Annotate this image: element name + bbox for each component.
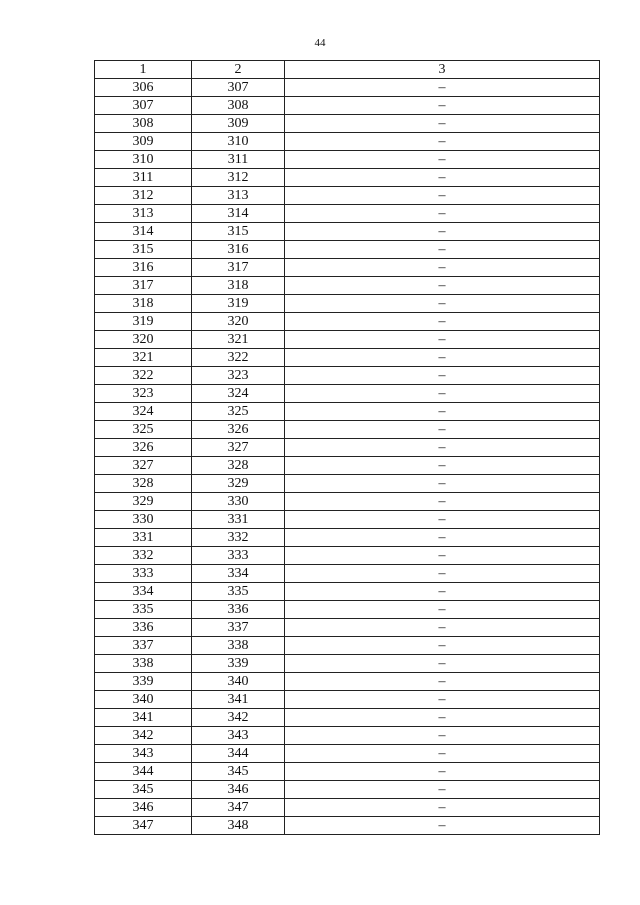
table-cell-col-1: 323 bbox=[95, 385, 192, 403]
table-cell-col-2: 324 bbox=[192, 385, 285, 403]
table-cell-col-1: 316 bbox=[95, 259, 192, 277]
table-cell-col-3: – bbox=[285, 367, 600, 385]
table-cell-col-3: – bbox=[285, 493, 600, 511]
table-cell-col-2: 318 bbox=[192, 277, 285, 295]
table-row bbox=[95, 475, 600, 493]
table-cell-col-2: 312 bbox=[192, 169, 285, 187]
table-cell-col-3: – bbox=[285, 457, 600, 475]
table-cell-col-1: 327 bbox=[95, 457, 192, 475]
table-row bbox=[95, 367, 600, 385]
table-cell-col-1: 326 bbox=[95, 439, 192, 457]
table-row bbox=[95, 115, 600, 133]
table-cell-col-3: – bbox=[285, 799, 600, 817]
table-row bbox=[95, 709, 600, 727]
table-cell-col-1: 319 bbox=[95, 313, 192, 331]
table-cell-col-3: – bbox=[285, 97, 600, 115]
table-cell-col-2: 327 bbox=[192, 439, 285, 457]
table-cell-col-3: – bbox=[285, 529, 600, 547]
table-cell-col-2: 320 bbox=[192, 313, 285, 331]
table-cell-col-3: – bbox=[285, 295, 600, 313]
table-cell-col-1: 337 bbox=[95, 637, 192, 655]
column-header-1: 1 bbox=[95, 61, 192, 79]
table-cell-col-2: 343 bbox=[192, 727, 285, 745]
table-cell-col-2: 307 bbox=[192, 79, 285, 97]
table-row bbox=[95, 529, 600, 547]
column-header-3: 3 bbox=[285, 61, 600, 79]
table-cell-col-1: 324 bbox=[95, 403, 192, 421]
table-cell-col-2: 337 bbox=[192, 619, 285, 637]
table-row bbox=[95, 781, 600, 799]
table-row bbox=[95, 403, 600, 421]
table-cell-col-3: – bbox=[285, 673, 600, 691]
table-cell-col-1: 315 bbox=[95, 241, 192, 259]
table-cell-col-1: 341 bbox=[95, 709, 192, 727]
table-cell-col-3: – bbox=[285, 691, 600, 709]
table-cell-col-3: – bbox=[285, 241, 600, 259]
table-cell-col-2: 311 bbox=[192, 151, 285, 169]
table-cell-col-3: – bbox=[285, 727, 600, 745]
table-cell-col-1: 310 bbox=[95, 151, 192, 169]
table-row bbox=[95, 799, 600, 817]
table-cell-col-3: – bbox=[285, 511, 600, 529]
table-cell-col-1: 342 bbox=[95, 727, 192, 745]
table-cell-col-3: – bbox=[285, 547, 600, 565]
table-cell-col-2: 321 bbox=[192, 331, 285, 349]
data-table bbox=[94, 60, 600, 835]
table-cell-col-1: 345 bbox=[95, 781, 192, 799]
table-cell-col-2: 332 bbox=[192, 529, 285, 547]
table-cell-col-3: – bbox=[285, 403, 600, 421]
table-cell-col-2: 313 bbox=[192, 187, 285, 205]
table-row bbox=[95, 295, 600, 313]
table-row bbox=[95, 187, 600, 205]
table-row bbox=[95, 421, 600, 439]
table-cell-col-1: 343 bbox=[95, 745, 192, 763]
table-cell-col-1: 318 bbox=[95, 295, 192, 313]
table-cell-col-3: – bbox=[285, 745, 600, 763]
table-row bbox=[95, 331, 600, 349]
table-cell-col-2: 347 bbox=[192, 799, 285, 817]
table-row bbox=[95, 241, 600, 259]
table-cell-col-1: 336 bbox=[95, 619, 192, 637]
table-cell-col-1: 313 bbox=[95, 205, 192, 223]
table-cell-col-1: 329 bbox=[95, 493, 192, 511]
table-cell-col-3: – bbox=[285, 619, 600, 637]
table-cell-col-3: – bbox=[285, 475, 600, 493]
table-row bbox=[95, 583, 600, 601]
table-cell-col-3: – bbox=[285, 655, 600, 673]
table-cell-col-3: – bbox=[285, 817, 600, 835]
table-cell-col-3: – bbox=[285, 169, 600, 187]
table-cell-col-2: 339 bbox=[192, 655, 285, 673]
table-row bbox=[95, 457, 600, 475]
table-cell-col-3: – bbox=[285, 133, 600, 151]
table-cell-col-1: 346 bbox=[95, 799, 192, 817]
table-cell-col-1: 306 bbox=[95, 79, 192, 97]
table-row bbox=[95, 151, 600, 169]
table-cell-col-2: 323 bbox=[192, 367, 285, 385]
table-cell-col-2: 330 bbox=[192, 493, 285, 511]
table-cell-col-1: 328 bbox=[95, 475, 192, 493]
table-cell-col-3: – bbox=[285, 313, 600, 331]
table-cell-col-3: – bbox=[285, 331, 600, 349]
table-row bbox=[95, 727, 600, 745]
table-cell-col-2: 333 bbox=[192, 547, 285, 565]
table-cell-col-3: – bbox=[285, 763, 600, 781]
table-cell-col-2: 344 bbox=[192, 745, 285, 763]
table-cell-col-3: – bbox=[285, 205, 600, 223]
table-row bbox=[95, 133, 600, 151]
table-cell-col-3: – bbox=[285, 709, 600, 727]
table-row bbox=[95, 313, 600, 331]
column-header-2: 2 bbox=[192, 61, 285, 79]
table-cell-col-1: 311 bbox=[95, 169, 192, 187]
table-cell-col-3: – bbox=[285, 187, 600, 205]
table-row bbox=[95, 565, 600, 583]
table-cell-col-2: 341 bbox=[192, 691, 285, 709]
table-row bbox=[95, 817, 600, 835]
table-cell-col-1: 330 bbox=[95, 511, 192, 529]
table-cell-col-2: 348 bbox=[192, 817, 285, 835]
table-cell-col-2: 336 bbox=[192, 601, 285, 619]
table-cell-col-3: – bbox=[285, 565, 600, 583]
table-row bbox=[95, 673, 600, 691]
table-cell-col-1: 334 bbox=[95, 583, 192, 601]
table-cell-col-1: 309 bbox=[95, 133, 192, 151]
table-cell-col-2: 345 bbox=[192, 763, 285, 781]
table-cell-col-2: 331 bbox=[192, 511, 285, 529]
table-cell-col-3: – bbox=[285, 223, 600, 241]
table-cell-col-1: 321 bbox=[95, 349, 192, 367]
table-row bbox=[95, 763, 600, 781]
table-cell-col-2: 317 bbox=[192, 259, 285, 277]
table-cell-col-2: 342 bbox=[192, 709, 285, 727]
table-row bbox=[95, 259, 600, 277]
table-body bbox=[95, 79, 600, 835]
table-cell-col-2: 335 bbox=[192, 583, 285, 601]
table-cell-col-1: 344 bbox=[95, 763, 192, 781]
table-row bbox=[95, 655, 600, 673]
table-cell-col-2: 309 bbox=[192, 115, 285, 133]
table-cell-col-1: 338 bbox=[95, 655, 192, 673]
table-row bbox=[95, 493, 600, 511]
table-cell-col-2: 310 bbox=[192, 133, 285, 151]
table-row bbox=[95, 169, 600, 187]
table-cell-col-3: – bbox=[285, 385, 600, 403]
table-cell-col-2: 326 bbox=[192, 421, 285, 439]
table-row bbox=[95, 97, 600, 115]
table-cell-col-1: 325 bbox=[95, 421, 192, 439]
table-cell-col-3: – bbox=[285, 583, 600, 601]
table-row bbox=[95, 277, 600, 295]
table-cell-col-2: 308 bbox=[192, 97, 285, 115]
table-cell-col-2: 315 bbox=[192, 223, 285, 241]
table-cell-col-3: – bbox=[285, 637, 600, 655]
table-cell-col-2: 340 bbox=[192, 673, 285, 691]
table-cell-col-3: – bbox=[285, 259, 600, 277]
table-cell-col-2: 325 bbox=[192, 403, 285, 421]
table-cell-col-3: – bbox=[285, 349, 600, 367]
table-cell-col-3: – bbox=[285, 781, 600, 799]
table-row bbox=[95, 637, 600, 655]
table-cell-col-3: – bbox=[285, 151, 600, 169]
table-row bbox=[95, 547, 600, 565]
table-row bbox=[95, 205, 600, 223]
table-row bbox=[95, 223, 600, 241]
table-cell-col-1: 314 bbox=[95, 223, 192, 241]
table-cell-col-1: 332 bbox=[95, 547, 192, 565]
table-cell-col-2: 334 bbox=[192, 565, 285, 583]
table-cell-col-1: 339 bbox=[95, 673, 192, 691]
table-cell-col-3: – bbox=[285, 421, 600, 439]
table-row bbox=[95, 439, 600, 457]
table-cell-col-2: 316 bbox=[192, 241, 285, 259]
table-cell-col-2: 346 bbox=[192, 781, 285, 799]
table-cell-col-3: – bbox=[285, 601, 600, 619]
table-cell-col-3: – bbox=[285, 115, 600, 133]
table-cell-col-1: 307 bbox=[95, 97, 192, 115]
table-cell-col-1: 312 bbox=[95, 187, 192, 205]
table-cell-col-1: 308 bbox=[95, 115, 192, 133]
table-cell-col-3: – bbox=[285, 79, 600, 97]
page-number: 44 bbox=[314, 37, 326, 49]
table-cell-col-1: 317 bbox=[95, 277, 192, 295]
table-row bbox=[95, 745, 600, 763]
table-row bbox=[95, 79, 600, 97]
table-cell-col-1: 335 bbox=[95, 601, 192, 619]
table-row bbox=[95, 385, 600, 403]
table-row bbox=[95, 691, 600, 709]
table-cell-col-1: 347 bbox=[95, 817, 192, 835]
table-header-row bbox=[95, 61, 600, 79]
table-row bbox=[95, 619, 600, 637]
table-cell-col-2: 329 bbox=[192, 475, 285, 493]
table-cell-col-2: 328 bbox=[192, 457, 285, 475]
table-row bbox=[95, 511, 600, 529]
table-cell-col-2: 338 bbox=[192, 637, 285, 655]
table-cell-col-3: – bbox=[285, 439, 600, 457]
table-cell-col-1: 331 bbox=[95, 529, 192, 547]
table-cell-col-2: 322 bbox=[192, 349, 285, 367]
table-cell-col-1: 320 bbox=[95, 331, 192, 349]
table-cell-col-2: 314 bbox=[192, 205, 285, 223]
table-cell-col-1: 322 bbox=[95, 367, 192, 385]
table-cell-col-1: 333 bbox=[95, 565, 192, 583]
table-row bbox=[95, 601, 600, 619]
table-cell-col-2: 319 bbox=[192, 295, 285, 313]
table-cell-col-3: – bbox=[285, 277, 600, 295]
table-row bbox=[95, 349, 600, 367]
table-cell-col-1: 340 bbox=[95, 691, 192, 709]
